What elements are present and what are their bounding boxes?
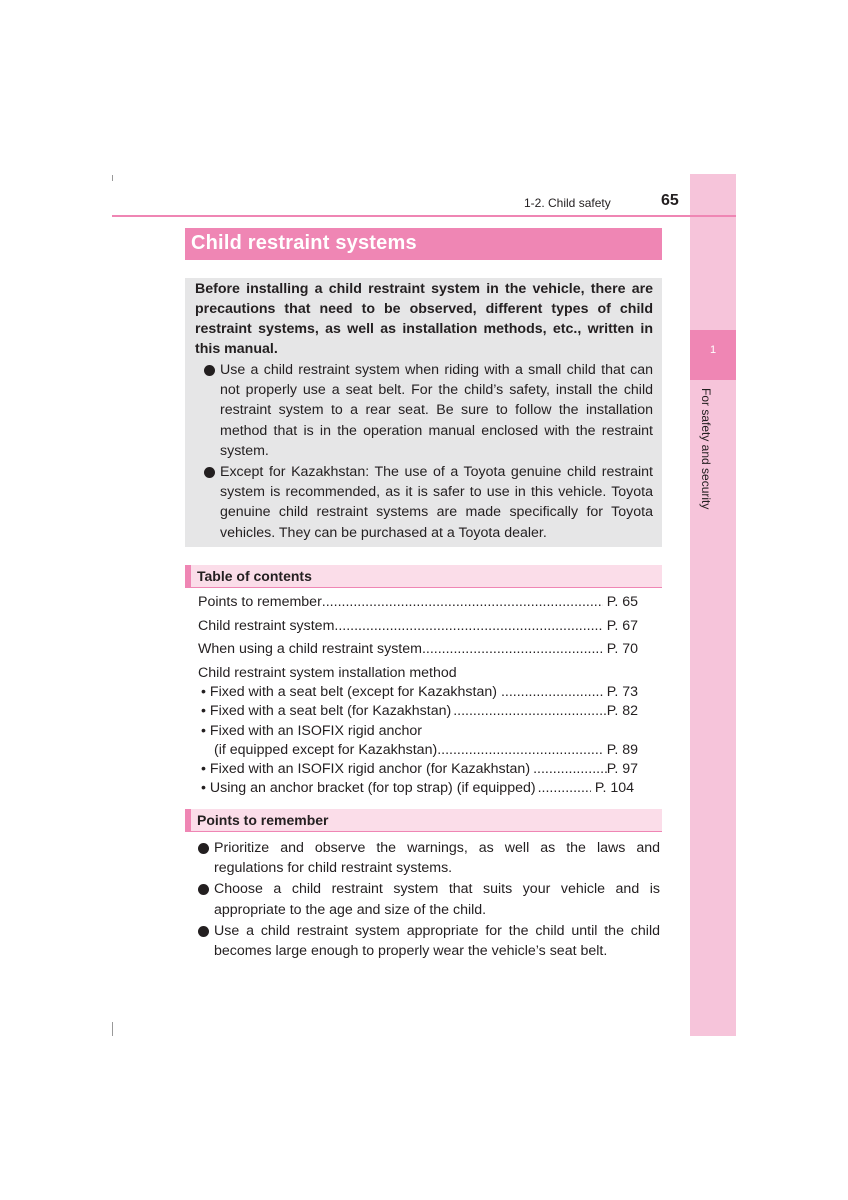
toc-entry-page: P. 65 [606,594,638,610]
toc-group-label: Child restraint system installation method [198,664,457,681]
list-item [203,360,653,461]
toc-entry-page: P. 89 [606,741,638,758]
toc-entry-page: P. 97 [606,761,638,778]
toc-entry[interactable] [198,618,638,642]
intro-bullet-text: Use a child restraint system when riding with a small child that can not properly use a seat belt. For the child’s safety, install the child restraint system to a rear seat. Be sure to follow the installation method that is in the operation manual enclosed with the restraint system. [220,362,653,459]
toc-entry[interactable] [201,761,638,780]
toc-entry-label: • Fixed with an ISOFIX rigid anchor [201,722,423,739]
toc-entry[interactable] [201,723,638,742]
toc-sub-list [198,684,638,800]
section-marker [185,809,191,832]
points-heading: Points to remember [197,812,329,828]
list-item [198,921,660,962]
toc-entry[interactable] [198,641,638,665]
toc-entry[interactable] [201,684,638,703]
toc-entry-label: When using a child restraint system [198,641,422,657]
toc-entry-page: P. 70 [606,641,638,657]
intro-box [185,278,662,547]
toc-entry-page: P. 82 [606,703,638,720]
toc-leader [334,618,602,634]
crop-mark [112,1022,113,1036]
chapter-label: For safety and security [699,388,713,510]
toc-heading: Table of contents [197,568,312,584]
bullet-dot-icon [198,926,209,937]
toc-entry-page: P. 67 [606,617,638,634]
toc-entry-label: • Fixed with an ISOFIX rigid anchor (for Kazakhstan) [201,761,531,778]
intro-bullet-text: Except for Kazakhstan: The use of a Toyota genuine child restraint system is recommended, as it is safer to use in this vehicle. Toyota genuine child restraint systems are made specifically for Toyota vehicles. They can be purchased at a Toyota dealer. [220,464,653,541]
toc-entry-continued[interactable] [201,742,638,761]
list-item [198,879,660,920]
list-item [203,462,653,543]
crop-mark [112,175,113,181]
list-item [198,838,660,879]
toc-leader [422,641,603,657]
toc-entry-label: • Fixed with a seat belt (for Kazakhstan) [201,703,452,720]
toc-leader [533,761,607,777]
toc-entry-label: • Using an anchor bracket (for top strap) (if equipped) [201,780,536,797]
bullet-dot-icon [198,843,209,854]
points-bullet-text: Prioritize and observe the warnings, as well as the laws and regulations for child restraint systems. [214,840,660,877]
section-name: 1-2. Child safety [524,196,611,210]
toc-leader [437,742,603,758]
toc-list [198,594,638,800]
toc-leader [538,780,591,796]
intro-bullet-list [203,360,653,544]
toc-leader [453,703,606,719]
section-rule [185,831,662,832]
page-title: Child restraint systems [191,232,417,254]
toc-entry-label: Child restraint system [198,617,335,634]
toc-entry[interactable] [198,594,638,618]
toc-entry-label: • Fixed with a seat belt (except for Kazakhstan) [201,684,497,700]
intro-heading: Before installing a child restraint system in the vehicle, there are precautions that need to be observed, different types of child restraint systems, as well as installation methods, etc., written in this manual. [195,281,653,357]
header-rule [112,215,736,217]
toc-entry-label: (if equipped except for Kazakhstan) [214,741,438,758]
chapter-side-tab [690,174,736,1036]
toc-entry-label: Points to remember [198,594,322,610]
toc-group-title [198,665,638,685]
points-bullet-text: Use a child restraint system appropriate for the child until the child becomes large enough to properly wear the vehicle’s seat belt. [214,922,660,960]
section-rule [185,587,662,588]
page-title-bar [185,228,662,260]
bullet-dot-icon [198,884,209,895]
toc-entry-page: P. 73 [606,684,638,700]
points-list [198,838,660,962]
bullet-dot-icon [204,365,215,376]
toc-leader [322,594,603,610]
toc-entry[interactable] [201,703,638,722]
points-heading-bar [185,809,662,832]
chapter-number: 1 [709,344,717,356]
section-marker [185,565,191,588]
toc-leader [501,684,603,700]
toc-entry-page: P. 104 [594,780,634,797]
points-bullet-text: Choose a child restraint system that suits your vehicle and is appropriate to the age and size of the child. [214,881,660,918]
toc-entry[interactable] [201,780,634,799]
toc-heading-bar [185,565,662,588]
page-number: 65 [661,192,679,209]
bullet-dot-icon [204,467,215,478]
